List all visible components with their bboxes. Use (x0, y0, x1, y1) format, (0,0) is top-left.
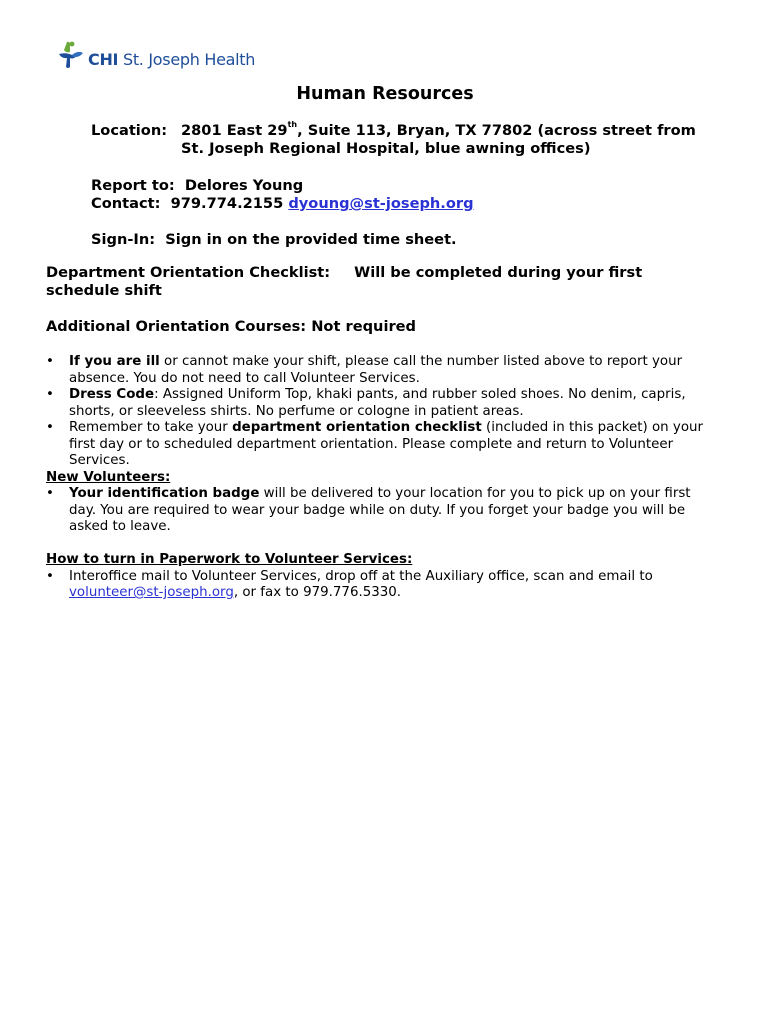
signin-label: Sign-In: (91, 231, 156, 248)
list-item-badge (46, 486, 718, 536)
volunteer-email-link[interactable]: volunteer@st-joseph.org (69, 585, 234, 600)
location-line1-post: , Suite 113, Bryan, TX 77802 (across street from (297, 122, 696, 139)
bullet-icon: • (46, 354, 54, 369)
location-line1-pre: 2801 East 29 (181, 122, 288, 139)
logo-brand-bold: CHI (88, 50, 119, 69)
signin-row (91, 231, 741, 249)
badge-bold: Your identification badge (69, 486, 260, 501)
checklist-rest: (included in this packet) on your first day or to scheduled department orientation. Please complete and return to Volunteer Services. (69, 420, 704, 468)
signin-value: Sign in on the provided time sheet. (165, 231, 457, 248)
checklist-block (46, 264, 726, 300)
location-label: Location: (91, 122, 168, 139)
location-line2: St. Joseph Regional Hospital, blue awning offices) (181, 140, 591, 157)
bullet-icon: • (46, 486, 54, 501)
location-line1-sup: th (287, 120, 298, 130)
chi-cross-logo-icon (58, 40, 84, 70)
list-item-ill (46, 354, 718, 387)
location-block (91, 122, 741, 158)
checklist-value-line2: schedule shift (46, 282, 162, 299)
new-volunteers-list (46, 486, 718, 536)
checklist-pre: Remember to take your (69, 420, 233, 435)
report-to-value: Delores Young (184, 177, 304, 194)
list-item-dress-code (46, 387, 718, 420)
dress-code-rest: : Assigned Uniform Top, khaki pants, and rubber soled shoes. No denim, capris, shorts, or sleeveless shirts. No perfume or cologne in patient areas. (69, 387, 686, 419)
list-item-paperwork (46, 569, 718, 602)
chi-st-joseph-logo (58, 40, 255, 70)
checklist-bold: department orientation checklist (232, 420, 482, 435)
ill-bold: If you are ill (69, 354, 160, 369)
paperwork-list (46, 569, 718, 602)
checklist-label: Department Orientation Checklist: (46, 264, 331, 281)
contact-phone: 979.774.2155 (170, 195, 284, 212)
badge-rest: will be delivered to your location for you to pick up on your first day. You are required to wear your badge while on duty. If you forget your badge you will be asked to leave. (69, 486, 691, 534)
ill-rest: or cannot make your shift, please call the number listed above to report your absence. You do not need to call Volunteer Services. (69, 354, 683, 386)
contact-email-link[interactable]: dyoung@st-joseph.org (288, 195, 474, 212)
bullet-section (46, 354, 718, 602)
contact-row (91, 195, 741, 213)
bullet-icon: • (46, 420, 54, 435)
instructions-list (46, 354, 718, 470)
location-row (91, 122, 741, 158)
new-volunteers-heading: New Volunteers: (46, 469, 171, 485)
paperwork-heading: How to turn in Paperwork to Volunteer Services: (46, 552, 413, 567)
dress-code-bold: Dress Code (69, 387, 155, 402)
paperwork-pre: Interoffice mail to Volunteer Services, drop off at the Auxiliary office, scan and email to (69, 568, 653, 584)
logo-brand-rest: St. Joseph Health (118, 50, 256, 69)
courses-text: Additional Orientation Courses: Not required (46, 318, 416, 335)
page-title (0, 84, 770, 104)
checklist-value-line1: Will be completed during your first (354, 264, 643, 281)
list-item-checklist (46, 420, 718, 470)
checklist-line1 (46, 264, 726, 282)
logo-wordmark (88, 52, 255, 68)
report-to-row (91, 177, 741, 195)
page-title-text: Human Resources (296, 84, 474, 104)
bullet-icon: • (46, 568, 54, 584)
report-to-label: Report to: (91, 177, 175, 194)
courses-row (46, 318, 726, 336)
location-value (181, 122, 696, 158)
paperwork-post: , or fax to 979.776.5330. (233, 585, 402, 600)
spacer (46, 536, 718, 553)
bullet-icon: • (46, 387, 54, 402)
contact-label: Contact: (91, 195, 161, 212)
report-contact-block (91, 177, 741, 213)
